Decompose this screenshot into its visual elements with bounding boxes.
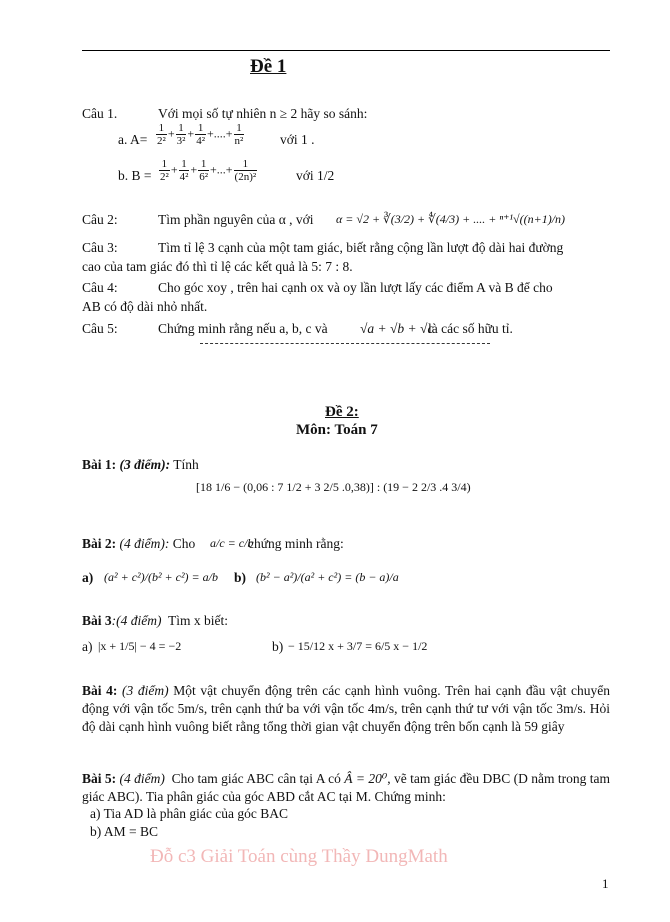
- bai3-b-expression: − 15/12 x + 3/7 = 6/5 x − 1/2: [288, 639, 428, 653]
- bai2-heading: Bài 2: (4 điểm): Cho: [82, 536, 196, 551]
- q1a-expression: $\frac{1}{\text{2²}}$ + $\frac{1}{\text{3²}}$ + $\frac{1}{\text{4²}}$ +....+ $\frac{1}{\text{n²}}$: [157, 122, 244, 147]
- q3-line1: Tìm tỉ lệ 3 cạnh của một tam giác, biết rằng cộng lần lượt độ dài hai đường: [158, 240, 564, 255]
- q5-expression: √a + √b + √c: [360, 321, 434, 336]
- q1-label: Câu 1.: [82, 106, 118, 121]
- q4-line2: AB có độ dài nhỏ nhất.: [82, 299, 208, 314]
- bai2-given: a/c = c/b: [210, 536, 254, 550]
- q1b-prefix: b. B =: [118, 168, 152, 183]
- bai2-b-expression: (b² − a²)/(a² + c²) = (b − a)/a: [256, 570, 399, 584]
- bai1-expression: [18 1/6 − (0,06 : 7 1/2 + 3 2/5 .0,38)] : (19 − 2 2/3 .4 3/4): [196, 480, 471, 494]
- bai3-b-label: b): [272, 639, 284, 654]
- q1b-expression: $\frac{1}{\text{2²}}$ + $\frac{1}{\text{4²}}$ + $\frac{1}{\text{6²}}$ +...+ $\frac{1}{\text{(2n)²}}$: [160, 158, 257, 183]
- top-rule: [82, 50, 610, 51]
- q2-label: Câu 2:: [82, 212, 118, 227]
- q1-text: Với mọi số tự nhiên n ≥ 2 hãy so sánh:: [158, 106, 368, 121]
- q1b-suffix: với 1/2: [296, 168, 335, 183]
- bai5-item-b: b) AM = BC: [90, 824, 159, 839]
- watermark: Đỗ c3 Giải Toán cùng Thầy DungMath: [150, 846, 448, 867]
- q4-label: Câu 4:: [82, 280, 118, 295]
- q3-line2: cao của tam giác đó thì tỉ lệ các kết quả là 5: 7 : 8.: [82, 259, 353, 274]
- bai2-text: chứng minh rằng:: [248, 536, 344, 551]
- de2-subtitle: Môn: Toán 7: [296, 422, 378, 438]
- bai5-item-a: a) Tia AD là phân giác của góc BAC: [90, 806, 288, 821]
- bai3-heading: Bài 3:(4 điểm) Tìm x biết:: [82, 613, 229, 628]
- q5-text-b: là các số hữu tỉ.: [428, 321, 513, 336]
- q1a-prefix: a. A=: [118, 132, 148, 147]
- page-number: 1: [602, 876, 609, 891]
- bai2-b-label: b): [234, 570, 247, 585]
- q2-text: Tìm phần nguyên của α , với: [158, 212, 314, 227]
- section-divider: [200, 343, 490, 344]
- q2-expression: α = √2 + ∛(3/2) + ∜(4/3) + .... + ⁿ⁺¹√((n+1)/n): [336, 212, 566, 226]
- q5-text-a: Chứng minh rằng nếu a, b, c và: [158, 321, 328, 336]
- bai2-a-expression: (a² + c²)/(b² + c²) = a/b: [104, 570, 218, 584]
- bai1-heading: Bài 1: (3 điểm): Tính: [82, 457, 199, 472]
- bai5-paragraph: Bài 5: (4 điểm) Cho tam giác ABC cân tại A có Â = 20⁰, vẽ tam giác đều DBC (D nằm trong tam giác ABC). Tia phân giác của góc ABD cắt AC tại M. Chứng minh:: [82, 771, 611, 804]
- bai4-paragraph: Bài 4: (3 điểm) Một vật chuyển động trên các cạnh hình vuông. Trên hai cạnh đầu vật chuyển động với vận tốc 5m/s, trên cạnh thứ ba với vận tốc 4m/s, trên cạnh thứ tư với vận tốc 3m/s. Hỏi độ dài cạnh hình vuông biết rằng tổng thời gian vật chuyển động trên bốn cạnh là 59 giây: [82, 683, 611, 734]
- bai2-a-label: a): [82, 570, 94, 585]
- de2-title: Đề 2:: [325, 404, 359, 420]
- q1a-suffix: với 1 .: [280, 132, 315, 147]
- q5-label: Câu 5:: [82, 321, 118, 336]
- bai3-a-label: a): [82, 639, 93, 654]
- bai3-a-expression: |x + 1/5| − 4 = −2: [98, 639, 182, 653]
- q3-label: Câu 3:: [82, 240, 118, 255]
- q4-line1: Cho góc xoy , trên hai cạnh ox và oy lần lượt lấy các điểm A và B để cho: [158, 280, 553, 295]
- de1-title: Đề 1: [250, 56, 287, 77]
